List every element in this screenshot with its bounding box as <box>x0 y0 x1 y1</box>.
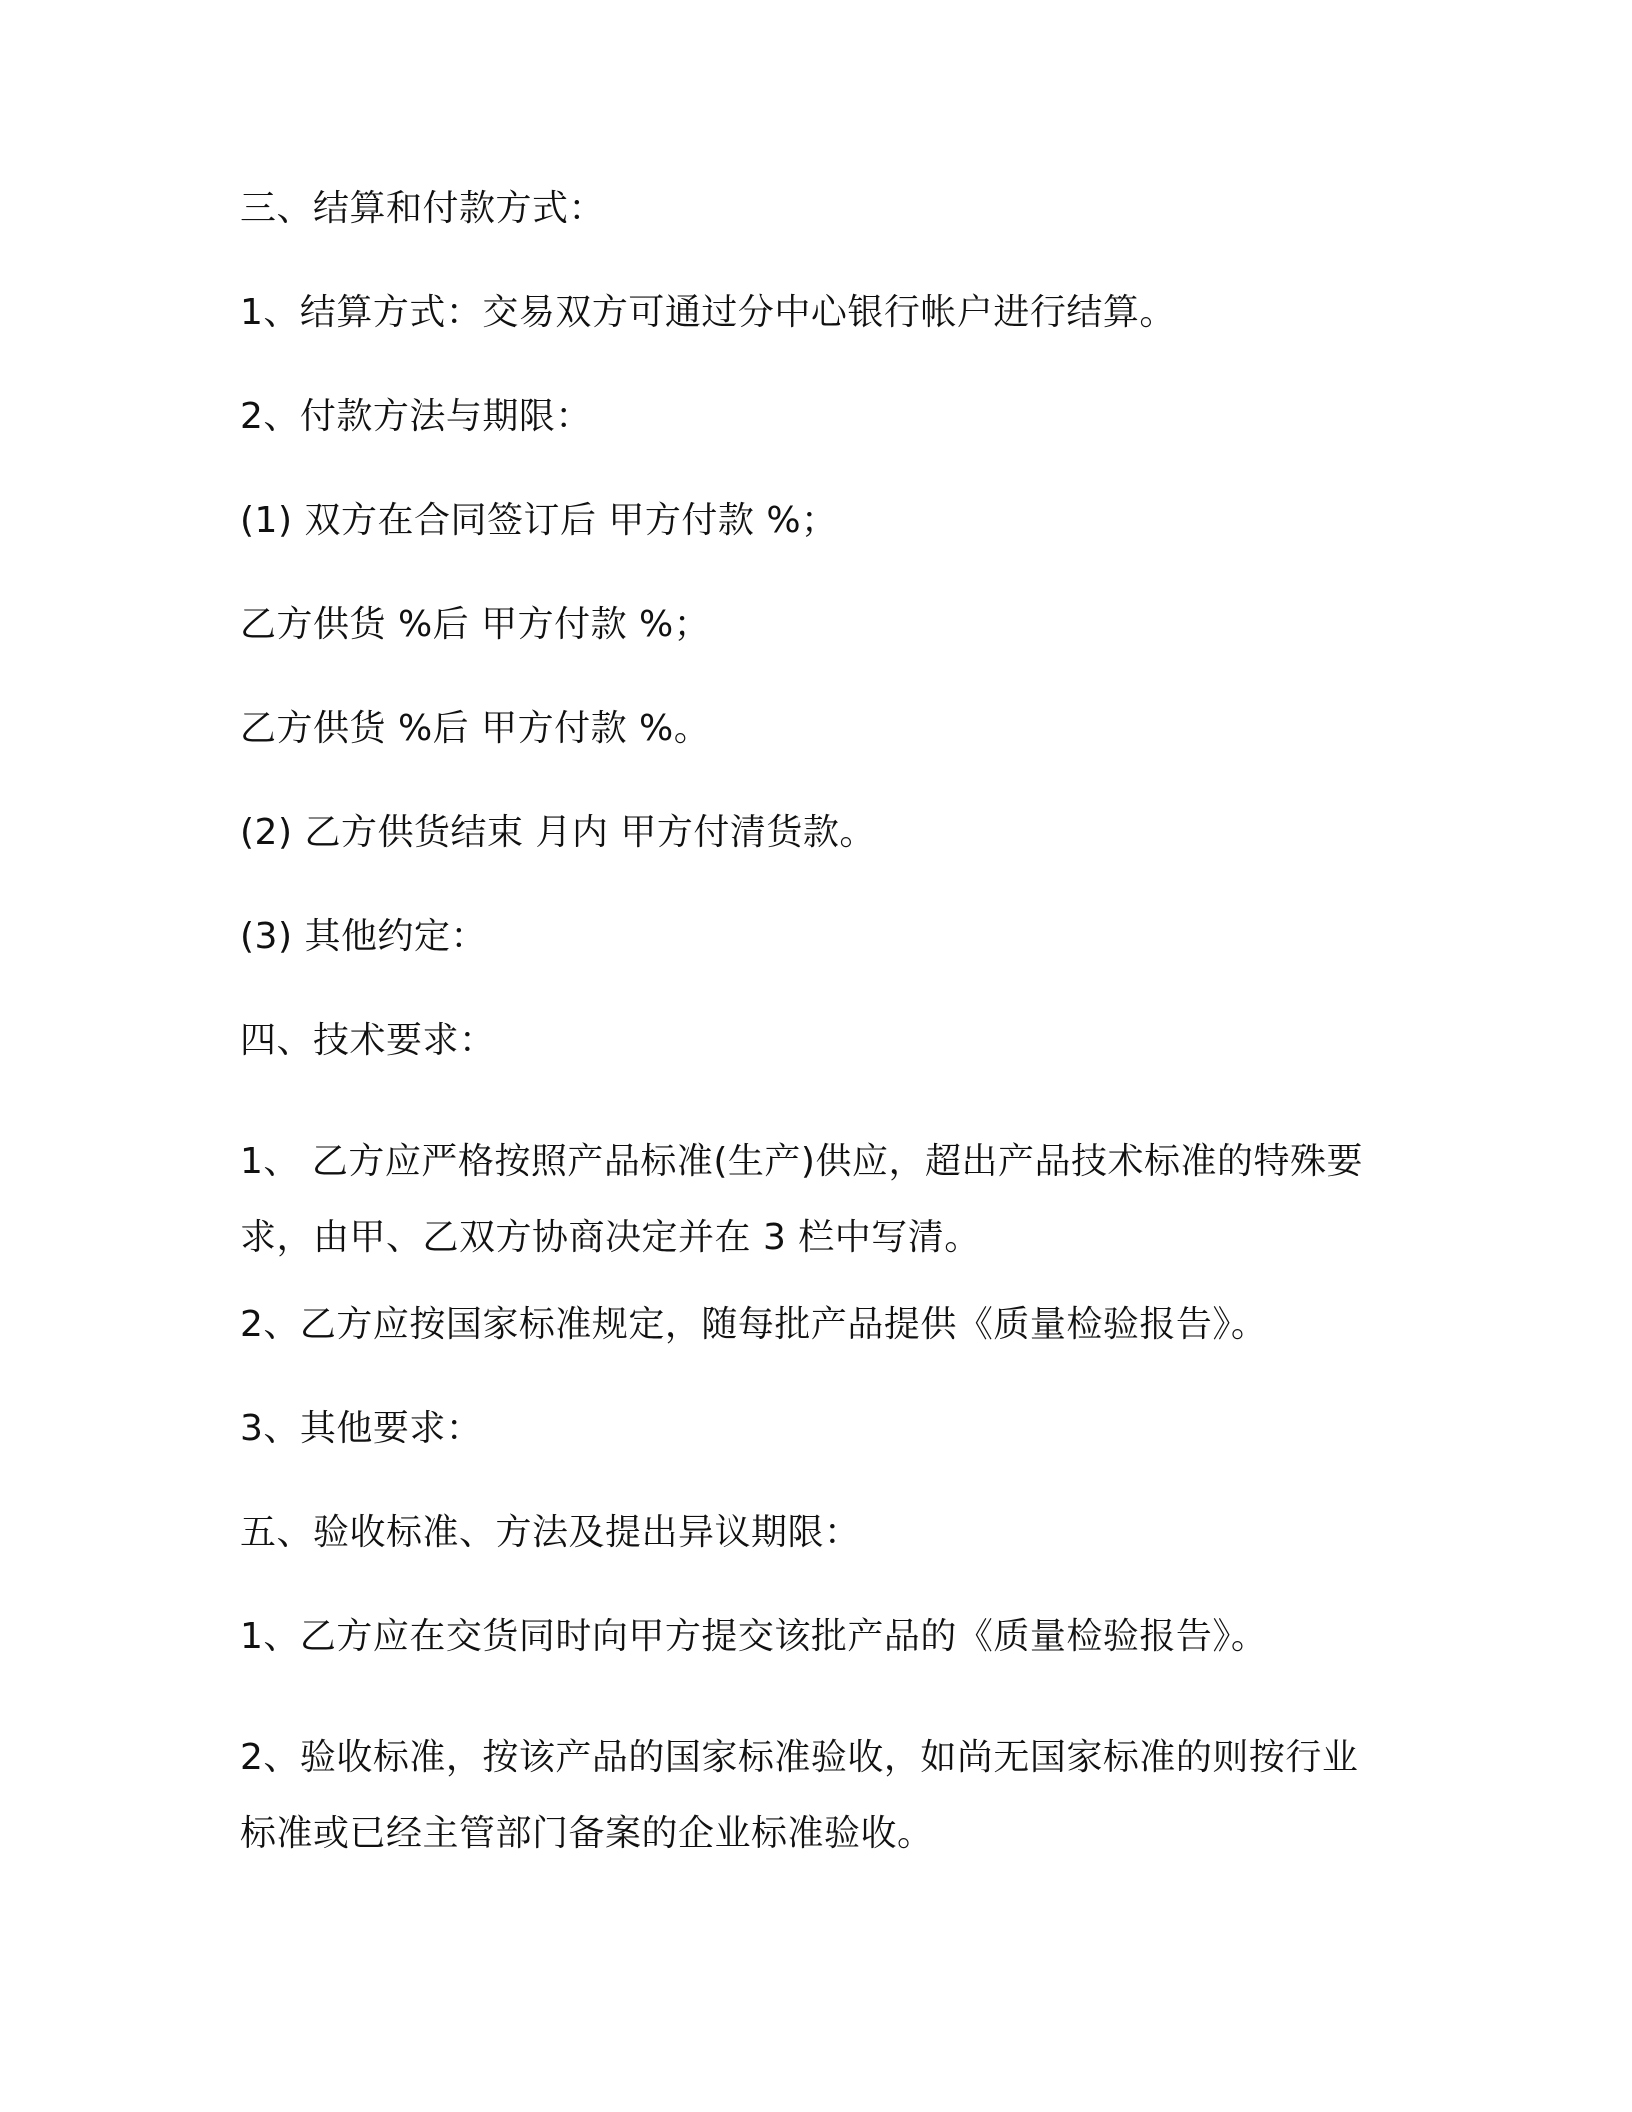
settlement-method-line: 1、结算方式：交易双方可通过分中心银行帐户进行结算。 <box>240 292 1176 333</box>
acceptance-item-2-line-1: 2、验收标准，按该产品的国家标准验收，如尚无国家标准的则按行业 <box>240 1737 1359 1778</box>
payment-term-1c: 乙方供货 %后 甲方付款 %。 <box>240 708 711 749</box>
payment-terms-title: 2、付款方法与期限： <box>240 396 592 437</box>
payment-term-2: (2) 乙方供货结束 月内 甲方付清货款。 <box>240 812 876 853</box>
section-4-title: 四、技术要求： <box>240 1020 496 1061</box>
tech-requirement-3: 3、其他要求： <box>240 1408 483 1449</box>
acceptance-item-2 <box>240 1720 1400 1872</box>
tech-requirement-1-line-2: 求，由甲、乙双方协商决定并在 3 栏中写清。 <box>240 1217 981 1258</box>
payment-term-1: (1) 双方在合同签订后 甲方付款 %； <box>240 500 838 541</box>
section-3-title: 三、结算和付款方式： <box>240 188 606 229</box>
payment-term-3: (3) 其他约定： <box>240 916 487 957</box>
document-body <box>240 188 1400 1900</box>
payment-term-1b: 乙方供货 %后 甲方付款 %； <box>240 604 711 645</box>
tech-requirement-1-line-1: 1、 乙方应严格按照产品标准(生产)供应，超出产品技术标准的特殊要 <box>240 1141 1363 1182</box>
tech-requirement-2: 2、乙方应按国家标准规定，随每批产品提供《质量检验报告》。 <box>240 1304 1268 1345</box>
acceptance-item-2-line-2: 标准或已经主管部门备案的企业标准验收。 <box>240 1813 934 1854</box>
section-5-title: 五、验收标准、方法及提出异议期限： <box>240 1512 861 1553</box>
tech-requirement-1 <box>240 1124 1400 1276</box>
acceptance-item-1: 1、乙方应在交货同时向甲方提交该批产品的《质量检验报告》。 <box>240 1616 1268 1657</box>
